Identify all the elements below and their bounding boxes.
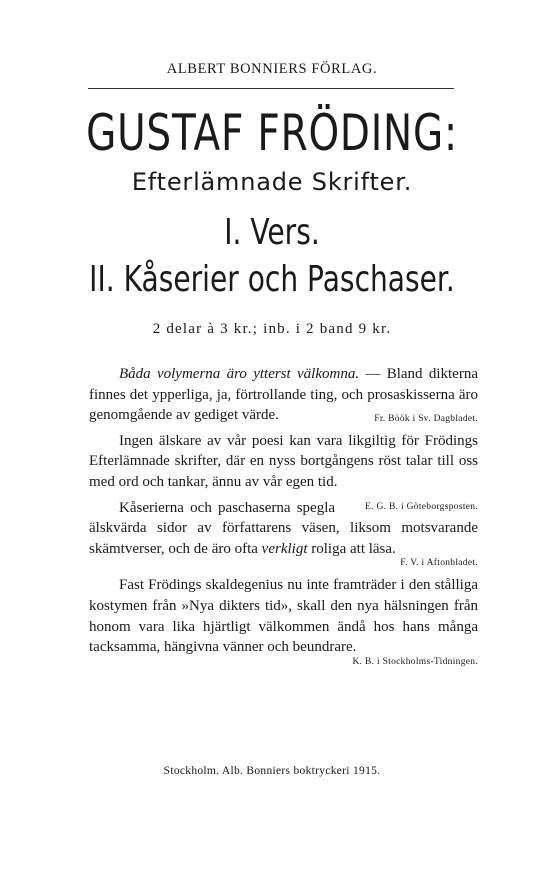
reviews-section <box>89 364 478 674</box>
review-text: — Bland dikterna finnes det ypperliga, ja, förtrollande ting, och prosaskisserna äro genomgående av gediget värde. <box>89 366 478 424</box>
review-lead: Båda volymerna äro ytterst välkomna. <box>119 366 360 382</box>
review-source: Fr. Böök i Sv. Dagbladet. <box>374 414 478 425</box>
review-source: F. V. i Aftonbladet. <box>400 558 478 569</box>
volume-one: I. Vers. <box>224 212 320 253</box>
review-source: K. B. i Stockholms-Tidningen. <box>352 656 478 667</box>
review-paragraph <box>89 364 478 426</box>
review-paragraph <box>89 431 478 512</box>
publisher-line: ALBERT BONNIERS FÖRLAG. <box>166 61 378 77</box>
review-source: E. G. B. i Göteborgsposten. <box>365 501 478 512</box>
book-title: GUSTAF FRÖDING: <box>86 104 458 162</box>
printer-imprint: Stockholm. Alb. Bonniers boktryckeri 1915. <box>163 765 381 777</box>
divider-rule <box>88 88 454 89</box>
review-text: roliga att läsa. <box>307 540 396 557</box>
book-subtitle: Efterlämnade Skrifter. <box>131 168 413 196</box>
review-text: Fast Frödings skaldegenius nu inte framträder i den stålliga kostymen från »Nya dikters tid», skall den nya hälsningen från honom vara lika hjärtligt välkommen ändå hos hans många tacksamma, hängivna vänner och beundrare. <box>89 577 478 656</box>
volume-two: II. Kåserier och Paschaser. <box>89 259 455 300</box>
review-text: Kåserierna och paschaserna spegla älskvärda sidor av författarens väsen, liksom motsvarande skämtverser, och de äro ofta <box>89 499 478 557</box>
review-paragraph <box>89 575 478 668</box>
review-text: Ingen älskare av vår poesi kan vara likgiltig för Frödings Efterlämnade skrifter, där en nyss bortgångens röst talar till oss med ord och tankar, ännu av vår egen tid. <box>89 432 478 490</box>
review-emphasis: verkligt <box>261 540 308 557</box>
price-line: 2 delar à 3 kr.; inb. i 2 band 9 kr. <box>152 321 392 337</box>
